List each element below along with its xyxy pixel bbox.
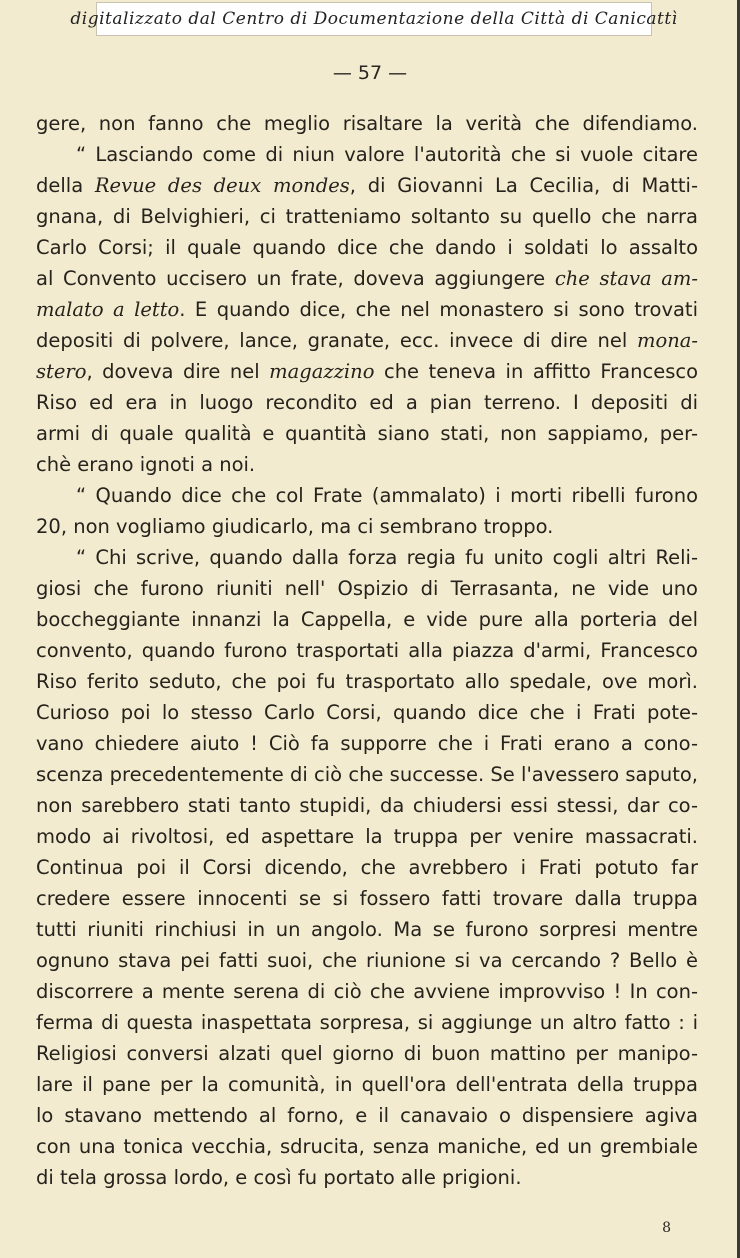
- text-line: lare il pane per la comunità, in quell'ora dell'entrata della truppa: [36, 1073, 698, 1096]
- text-line: Continua poi il Corsi dicendo, che avrebbero i Frati potuto far: [36, 856, 698, 879]
- text-line: convento, quando furono trasportati alla piazza d'armi, Francesco: [36, 639, 698, 662]
- text-line: Curioso poi lo stesso Carlo Corsi, quando dice che i Frati pote-: [36, 701, 698, 724]
- text-line: con una tonica vecchia, sdrucita, senza maniche, ed un grembiale: [36, 1135, 698, 1158]
- text-line: ferma di questa inaspettata sorpresa, si aggiunge un altro fatto : i: [36, 1011, 698, 1034]
- text-line: scenza precedentemente di ciò che successe. Se l'avessero saputo,: [36, 763, 698, 786]
- text-line: gere, non fanno che meglio risaltare la verità che difendiamo.: [36, 112, 698, 135]
- text-line: modo ai rivoltosi, ed aspettare la truppa per venire massacrati.: [36, 825, 698, 848]
- text-line: “ Chi scrive, quando dalla forza regia fu unito cogli altri Reli-: [76, 546, 698, 569]
- text-line: discorrere a mente serena di ciò che avviene improvviso ! In con-: [36, 980, 698, 1003]
- italic-title: stero: [36, 360, 87, 383]
- text-line: credere essere innocenti se si fossero fatti trovare dalla truppa: [36, 887, 698, 910]
- italic-title: Revue des deux mondes: [94, 174, 350, 197]
- italic-title: mona-: [636, 329, 698, 352]
- digitization-stamp: digitalizzato dal Centro di Documentazione della Città di Canicattì: [96, 2, 652, 36]
- text-line: ognuno stava pei fatti suoi, che riunione si va cercando ? Bello è: [36, 949, 698, 972]
- text-line: al Convento uccisero un frate, doveva aggiungere che stava am-: [36, 267, 698, 290]
- body-text: [36, 108, 698, 1193]
- text-line: “ Lasciando come di niun valore l'autorità che si vuole citare: [76, 143, 698, 166]
- text-line: gnana, di Belvighieri, ci tratteniamo soltanto su quello che narra: [36, 205, 698, 228]
- text-line: armi di quale qualità e quantità siano stati, non sappiamo, per-: [36, 422, 698, 445]
- text-line: Riso ferito seduto, che poi fu trasportato allo spedale, ove morì.: [36, 670, 698, 693]
- text-line: Riso ed era in luogo recondito ed a pian terreno. I depositi di: [36, 391, 698, 414]
- text-line: tutti riuniti rinchiusi in un angolo. Ma se furono sorpresi mentre: [36, 918, 698, 941]
- text-line: Religiosi conversi alzati quel giorno di buon mattino per manipo-: [36, 1042, 698, 1065]
- text-line: depositi di polvere, lance, granate, ecc. invece di dire nel mona-: [36, 329, 698, 352]
- text-line: “ Quando dice che col Frate (ammalato) i morti ribelli furono: [76, 484, 698, 507]
- text-line: boccheggiante innanzi la Cappella, e vide pure alla porteria del: [36, 608, 698, 631]
- text-line: malato a letto. E quando dice, che nel monastero si sono trovati: [36, 298, 698, 321]
- italic-title: malato a letto: [36, 298, 180, 321]
- text-line: Carlo Corsi; il quale quando dice che dando i soldati lo assalto: [36, 236, 698, 259]
- text-line: della Revue des deux mondes, di Giovanni La Cecilia, di Matti-: [36, 174, 698, 197]
- text-line: lo stavano mettendo al forno, e il canavaio o dispensiere agiva: [36, 1104, 698, 1127]
- page-number: — 57 —: [332, 62, 408, 84]
- text-line: chè erano ignoti a noi.: [36, 453, 256, 476]
- italic-title: magazzino: [269, 360, 375, 383]
- text-line: stero, doveva dire nel magazzino che teneva in affitto Francesco: [36, 360, 698, 383]
- text-line: di tela grossa lordo, e così fu portato alle prigioni.: [36, 1166, 522, 1189]
- printer-signature-mark: 8: [662, 1220, 671, 1236]
- text-line: non sarebbero stati tanto stupidi, da chiudersi essi stessi, dar co-: [36, 794, 698, 817]
- italic-title: che stava am-: [554, 267, 698, 290]
- text-line: vano chiedere aiuto ! Ciò fa supporre che i Frati erano a cono-: [36, 732, 698, 755]
- text-line: giosi che furono riuniti nell' Ospizio di Terrasanta, ne vide uno: [36, 577, 698, 600]
- text-line: 20, non vogliamo giudicarlo, ma ci sembrano troppo.: [36, 515, 554, 538]
